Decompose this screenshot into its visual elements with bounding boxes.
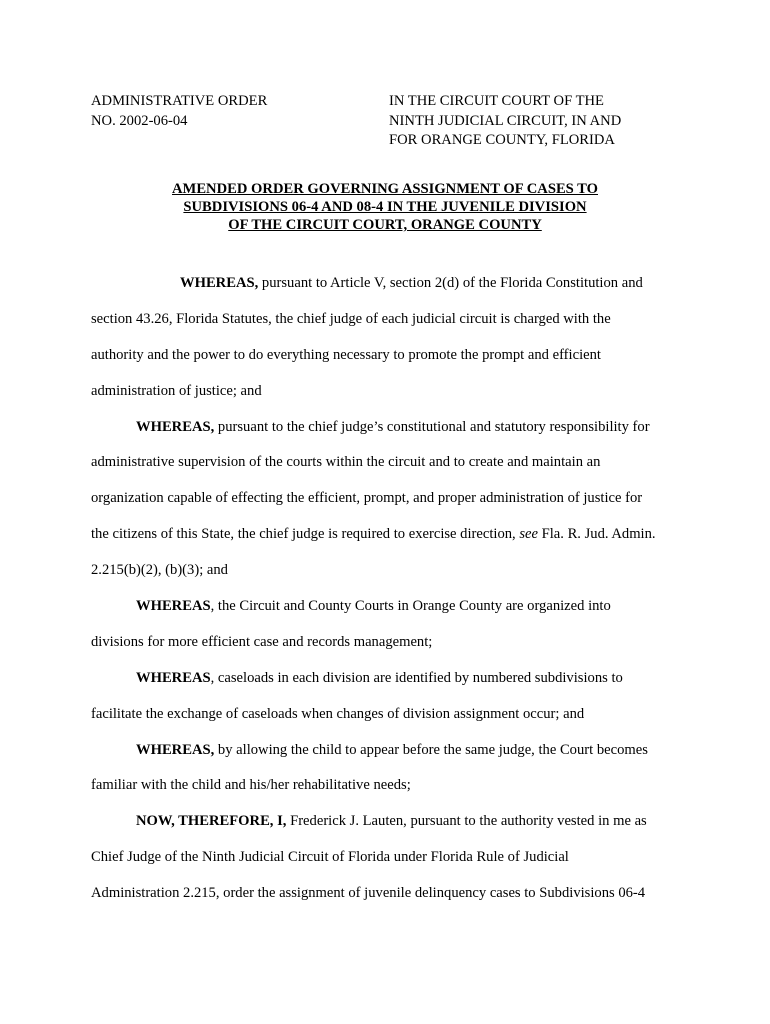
whereas-lead: WHEREAS, [180,275,259,291]
order-body [91,268,691,914]
body-line: WHEREAS, by allowing the child to appear before the same judge, the Court becomes [136,741,648,758]
body-line: NOW, THEREFORE, I, Frederick J. Lauten, pursuant to the authority vested in me as [136,813,647,830]
whereas-lead: WHEREAS, [136,741,215,758]
document-title [0,180,770,234]
body-line: section 43.26, Florida Statutes, the chief judge of each judicial circuit is charged with the [91,310,611,327]
body-line: WHEREAS, the Circuit and County Courts in Orange County are organized into [136,598,611,615]
court-line: FOR ORANGE COUNTY, FLORIDA [389,132,615,148]
body-line: the citizens of this State, the chief judge is required to exercise direction, see Fla. R. Jud. Admin. [91,526,656,543]
body-line: Chief Judge of the Ninth Judicial Circuit of Florida under Florida Rule of Judicial [91,849,569,866]
body-line: 2.215(b)(2), (b)(3); and [91,562,228,579]
whereas-lead: WHEREAS [136,598,211,615]
body-line: divisions for more efficient case and records management; [91,633,433,650]
body-line: organization capable of effecting the efficient, prompt, and proper administration of justice for [91,490,643,507]
court-line: IN THE CIRCUIT COURT OF THE [389,93,604,109]
title-line: AMENDED ORDER GOVERNING ASSIGNMENT OF CASES TO [172,181,598,197]
see-citation-signal: see [519,526,538,543]
order-number-block [91,92,267,131]
body-line: administrative supervision of the courts within the circuit and to create and maintain an [91,454,601,471]
body-line: facilitate the exchange of caseloads when changes of division assignment occur; and [91,705,585,722]
body-line: administration of justice; and [91,382,262,399]
body-line: Administration 2.215, order the assignment of juvenile delinquency cases to Subdivisions 06-4 [91,885,646,902]
title-line: OF THE CIRCUIT COURT, ORANGE COUNTY [228,217,542,233]
order-label: ADMINISTRATIVE ORDER [91,93,268,109]
now-therefore-lead: NOW, THEREFORE, I, [136,813,287,830]
body-line: WHEREAS, caseloads in each division are identified by numbered subdivisions to [136,669,623,686]
body-line: WHEREAS, pursuant to the chief judge’s constitutional and statutory responsibility for [136,418,650,435]
title-line: SUBDIVISIONS 06-4 AND 08-4 IN THE JUVENILE DIVISION [183,199,587,215]
whereas-lead: WHEREAS, [136,418,215,435]
whereas-lead: WHEREAS [136,669,211,686]
body-line: familiar with the child and his/her rehabilitative needs; [91,777,411,794]
body-line: authority and the power to do everything necessary to promote the prompt and efficient [91,346,601,363]
court-caption-block [389,92,621,151]
body-line: WHEREAS, pursuant to Article V, section 2(d) of the Florida Constitution and [180,275,643,291]
order-number: NO. 2002-06-04 [91,112,188,129]
court-line: NINTH JUDICIAL CIRCUIT, IN AND [389,112,622,129]
